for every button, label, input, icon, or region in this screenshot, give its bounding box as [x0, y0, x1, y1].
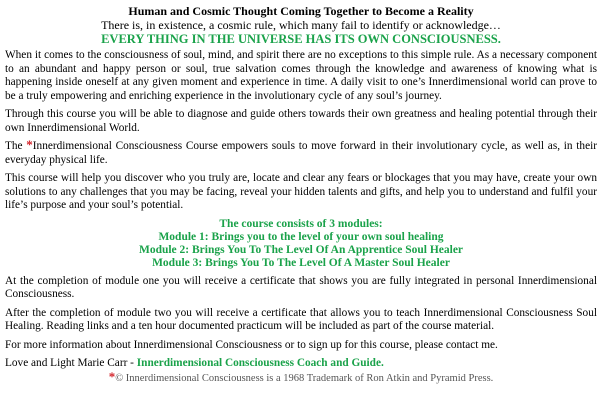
page-subtitle: There is, in existence, a cosmic rule, which many fail to identify or acknowledge…: [101, 18, 501, 32]
asterisk-mark: *: [108, 368, 116, 384]
paragraph-contact: For more information about Innerdimensional Consciousness or to sign up for this course, please contact me.: [5, 338, 498, 351]
trademark-notice: [5, 368, 597, 385]
modules-intro: The course consists of 3 modules:: [219, 217, 383, 230]
paragraph-discover: This course will help you discover who you truly are, locate and clear any fears or blockages that you may have, create your own solutions to any challenges that you may be facing, reveal your hidden talents and gifts, and help you to understand and fulfil your life’s purpose and your soul’s potential.: [5, 172, 597, 211]
paragraph-course-benefit: Through this course you will be able to diagnose and guide others towards their own greatness and healing potential through their own Innerdimensional World.: [5, 108, 597, 134]
signoff-role: Innerdimensional Consciousness Coach and Guide.: [136, 357, 384, 369]
paragraph-prefix: The: [5, 140, 27, 152]
asterisk-mark: *: [26, 137, 33, 152]
signoff: [5, 357, 597, 371]
paragraph-body: Innerdimensional Consciousness Course empowers souls to move forward in their involutionary cycle, as well as, in their everyday physical life.: [5, 140, 597, 166]
modules-section: [5, 218, 597, 270]
paragraph-module-two-certificate: After the completion of module two you will receive a certificate that allows you to teach Innerdimensional Consciousness Soul Healing. Reading links and a ten hour documented practicum will be included as part of the course material.: [5, 306, 597, 332]
page-headline: EVERY THING IN THE UNIVERSE HAS ITS OWN CONSCIOUSNESS.: [101, 32, 501, 46]
module-item: Module 1: Brings you to the level of your own soul healing: [158, 230, 444, 243]
module-item: Module 2: Brings You To The Level Of An Apprentice Soul Healer: [138, 243, 464, 256]
paragraph-module-one-certificate: At the completion of module one you will receive a certificate that shows you are fully integrated in personal Innerdimensional Consciousness.: [5, 274, 597, 300]
paragraph-course-empowers: [5, 137, 597, 167]
page-title: Human and Cosmic Thought Coming Together to Become a Reality: [128, 4, 474, 18]
trademark-text: © Innerdimensional Consciousness is a 1968 Trademark of Ron Atkin and Pyramid Press.: [115, 372, 494, 384]
paragraph-intro: When it comes to the consciousness of soul, mind, and spirit there are no exceptions to this simple rule. As a necessary component to an abundant and happy person or soul, true salvation comes through the knowledge and awareness of knowing what is happening inside oneself at any given moment and experience in time. A daily visit to one’s Innerdimensional world can prove to be a truly empowering and enriching experience in the involutionary cycle of any soul’s journey.: [5, 49, 597, 102]
signoff-name: Love and Light Marie Carr -: [5, 357, 137, 369]
module-item: Module 3: Brings You To The Level Of A Master Soul Healer: [152, 256, 450, 269]
